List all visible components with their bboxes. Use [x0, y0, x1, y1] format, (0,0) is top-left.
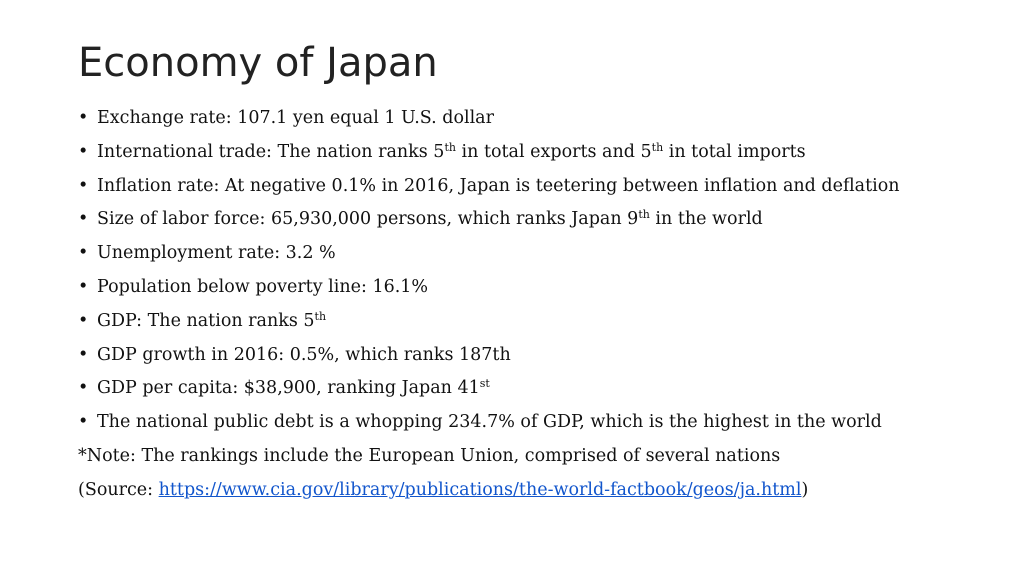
bullet-text: GDP per capita: $38,900, ranking Japan 41	[97, 378, 480, 399]
bullet-icon: •	[78, 344, 89, 365]
bullet-gdp-growth	[78, 339, 900, 373]
bullet-text: International trade: The nation ranks 5	[97, 141, 445, 162]
bullet-icon: •	[78, 412, 89, 433]
bullet-list	[78, 102, 900, 440]
bullet-unemployment-rate	[78, 237, 900, 271]
ordinal-suffix: th	[638, 208, 650, 222]
bullet-icon: •	[78, 209, 89, 230]
bullet-text: The national public debt is a whopping 234.7% of GDP, which is the highest in the world	[97, 412, 882, 433]
bullet-labor-force	[78, 203, 900, 237]
bullet-text: Size of labor force: 65,930,000 persons, which ranks Japan 9	[97, 209, 639, 230]
bullet-public-debt	[78, 406, 900, 440]
bullet-poverty-line	[78, 271, 900, 305]
bullet-text: Exchange rate: 107.1 yen equal 1 U.S. dollar	[97, 108, 494, 128]
bullet-international-trade	[78, 136, 900, 170]
bullet-icon: •	[78, 175, 89, 196]
rankings-note: *Note: The rankings include the European Union, comprised of several nations	[78, 446, 781, 466]
bullet-icon: •	[78, 378, 89, 399]
bullet-exchange-rate	[78, 102, 900, 136]
bullet-text: in total imports	[663, 141, 806, 162]
bullet-inflation-rate	[78, 170, 900, 204]
source-prefix: (Source:	[78, 480, 159, 500]
bullet-text: in the world	[649, 209, 763, 230]
bullet-text: Inflation rate: At negative 0.1% in 2016, Japan is teetering between inflation and deflation	[97, 175, 900, 196]
bullet-text: in total exports and 5	[455, 141, 652, 162]
slide-title: Economy of Japan	[78, 40, 438, 86]
bullet-text: GDP: The nation ranks 5	[97, 310, 315, 331]
ordinal-suffix: th	[651, 140, 664, 154]
bullet-icon: •	[78, 310, 89, 331]
bullet-gdp-rank	[78, 305, 900, 339]
bullet-icon: •	[78, 108, 89, 128]
ordinal-suffix: th	[314, 309, 327, 323]
bullet-text: GDP growth in 2016: 0.5%, which ranks 187th	[97, 344, 511, 365]
ordinal-suffix: st	[479, 377, 490, 391]
source-link[interactable]: https://www.cia.gov/library/publications/the-world-factbook/geos/ja.html	[158, 480, 802, 500]
bullet-text: Population below poverty line: 16.1%	[97, 276, 429, 297]
bullet-text: Unemployment rate: 3.2 %	[97, 243, 336, 264]
bullet-icon: •	[78, 141, 89, 162]
ordinal-suffix: th	[444, 140, 456, 154]
bullet-icon: •	[78, 243, 89, 264]
bullet-gdp-per-capita	[78, 372, 900, 406]
source-suffix: )	[801, 480, 809, 500]
bullet-icon: •	[78, 276, 89, 297]
source-line	[78, 474, 808, 508]
